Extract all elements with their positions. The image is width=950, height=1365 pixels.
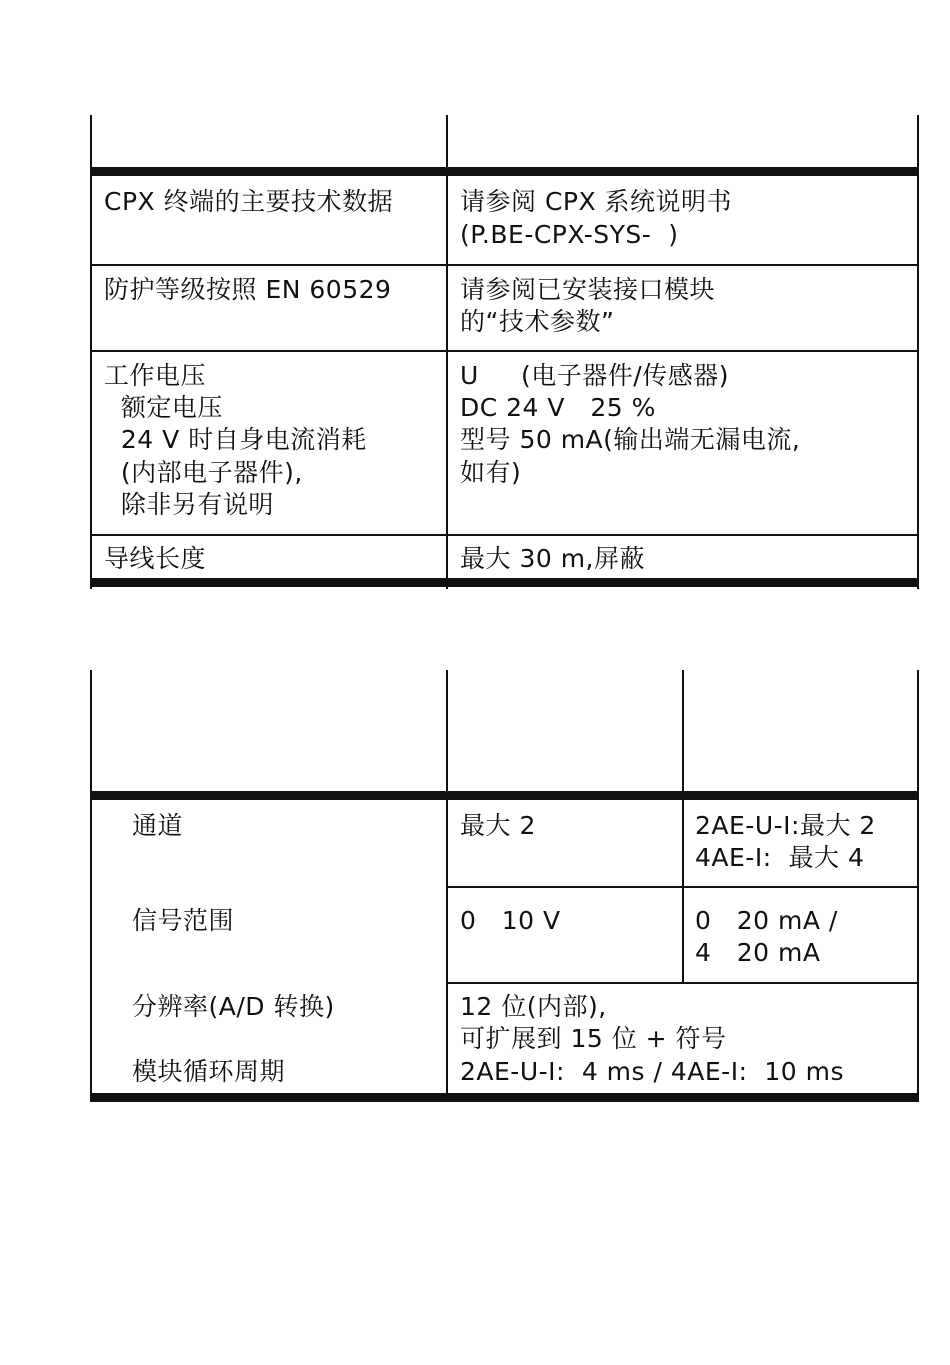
t1-row3-value-line3: 型号 50 mA(输出端无漏电流, xyxy=(460,425,801,454)
t1-row1-value-line2: (P.BE-CPX-SYS- ) xyxy=(460,220,679,249)
t2-resolution-line1: 12 位(内部), xyxy=(460,992,607,1021)
t2-channels-col2: 最大 2 xyxy=(460,811,536,840)
t1-header-rule xyxy=(90,167,919,176)
t1-row3-label-line2: 额定电压 xyxy=(104,393,223,422)
t2-signal-label: 信号范围 xyxy=(132,906,235,935)
t1-row4-value: 最大 30 m,屏蔽 xyxy=(460,544,646,573)
t1-row4-label: 导线长度 xyxy=(104,544,207,573)
t1-row-divider xyxy=(90,534,919,536)
t2-resolution-label: 分辨率(A/D 转换) xyxy=(132,992,335,1021)
t1-row1-value-line1: 请参阅 CPX 系统说明书 xyxy=(460,187,733,216)
t2-col-divider-2 xyxy=(682,670,684,982)
t1-row-divider xyxy=(90,350,919,352)
t2-left-border xyxy=(90,670,92,1102)
t2-cycle-value: 2AE-U-I: 4 ms / 4AE-I: 10 ms xyxy=(460,1057,845,1086)
t1-row3-label-line1: 工作电压 xyxy=(104,361,207,390)
t2-signal-col3-line2: 4 20 mA xyxy=(695,938,821,967)
t1-bottom-rule xyxy=(90,578,919,587)
t2-channels-label: 通道 xyxy=(132,811,184,840)
t1-row3-label-line5: 除非另有说明 xyxy=(104,490,274,519)
t2-header-rule xyxy=(90,791,919,800)
t1-row1-label: CPX 终端的主要技术数据 xyxy=(104,187,394,216)
t1-row3-value-line1: U (电子器件/传感器) xyxy=(460,361,729,390)
t2-channels-col3-line1: 2AE-U-I:最大 2 xyxy=(695,811,876,840)
t2-signal-col3-line1: 0 20 mA / xyxy=(695,906,838,935)
t2-bottom-rule xyxy=(90,1093,919,1102)
t1-row3-value-line2: DC 24 V 25 % xyxy=(460,393,656,422)
t2-row-divider xyxy=(446,886,919,888)
t1-row-divider xyxy=(90,264,919,266)
t2-signal-col2: 0 10 V xyxy=(460,906,561,935)
t1-row3-label-line3: 24 V 时自身电流消耗 xyxy=(104,425,367,454)
t1-row3-value-line4: 如有) xyxy=(460,458,522,487)
t1-row2-value-line2: 的“技术参数” xyxy=(460,307,615,336)
t1-row3-label-line4: (内部电子器件), xyxy=(104,458,303,487)
t1-left-border xyxy=(90,115,92,589)
t1-row2-value-line1: 请参阅已安装接口模块 xyxy=(460,275,716,304)
t2-channels-col3-line2: 4AE-I: 最大 4 xyxy=(695,843,865,872)
t2-resolution-line2: 可扩展到 15 位 + 符号 xyxy=(460,1024,727,1053)
t1-col-divider xyxy=(446,115,448,589)
t2-cycle-label: 模块循环周期 xyxy=(132,1057,286,1086)
t1-row2-label: 防护等级按照 EN 60529 xyxy=(104,275,392,304)
t1-right-border xyxy=(917,115,919,589)
t2-row-divider xyxy=(446,982,919,984)
